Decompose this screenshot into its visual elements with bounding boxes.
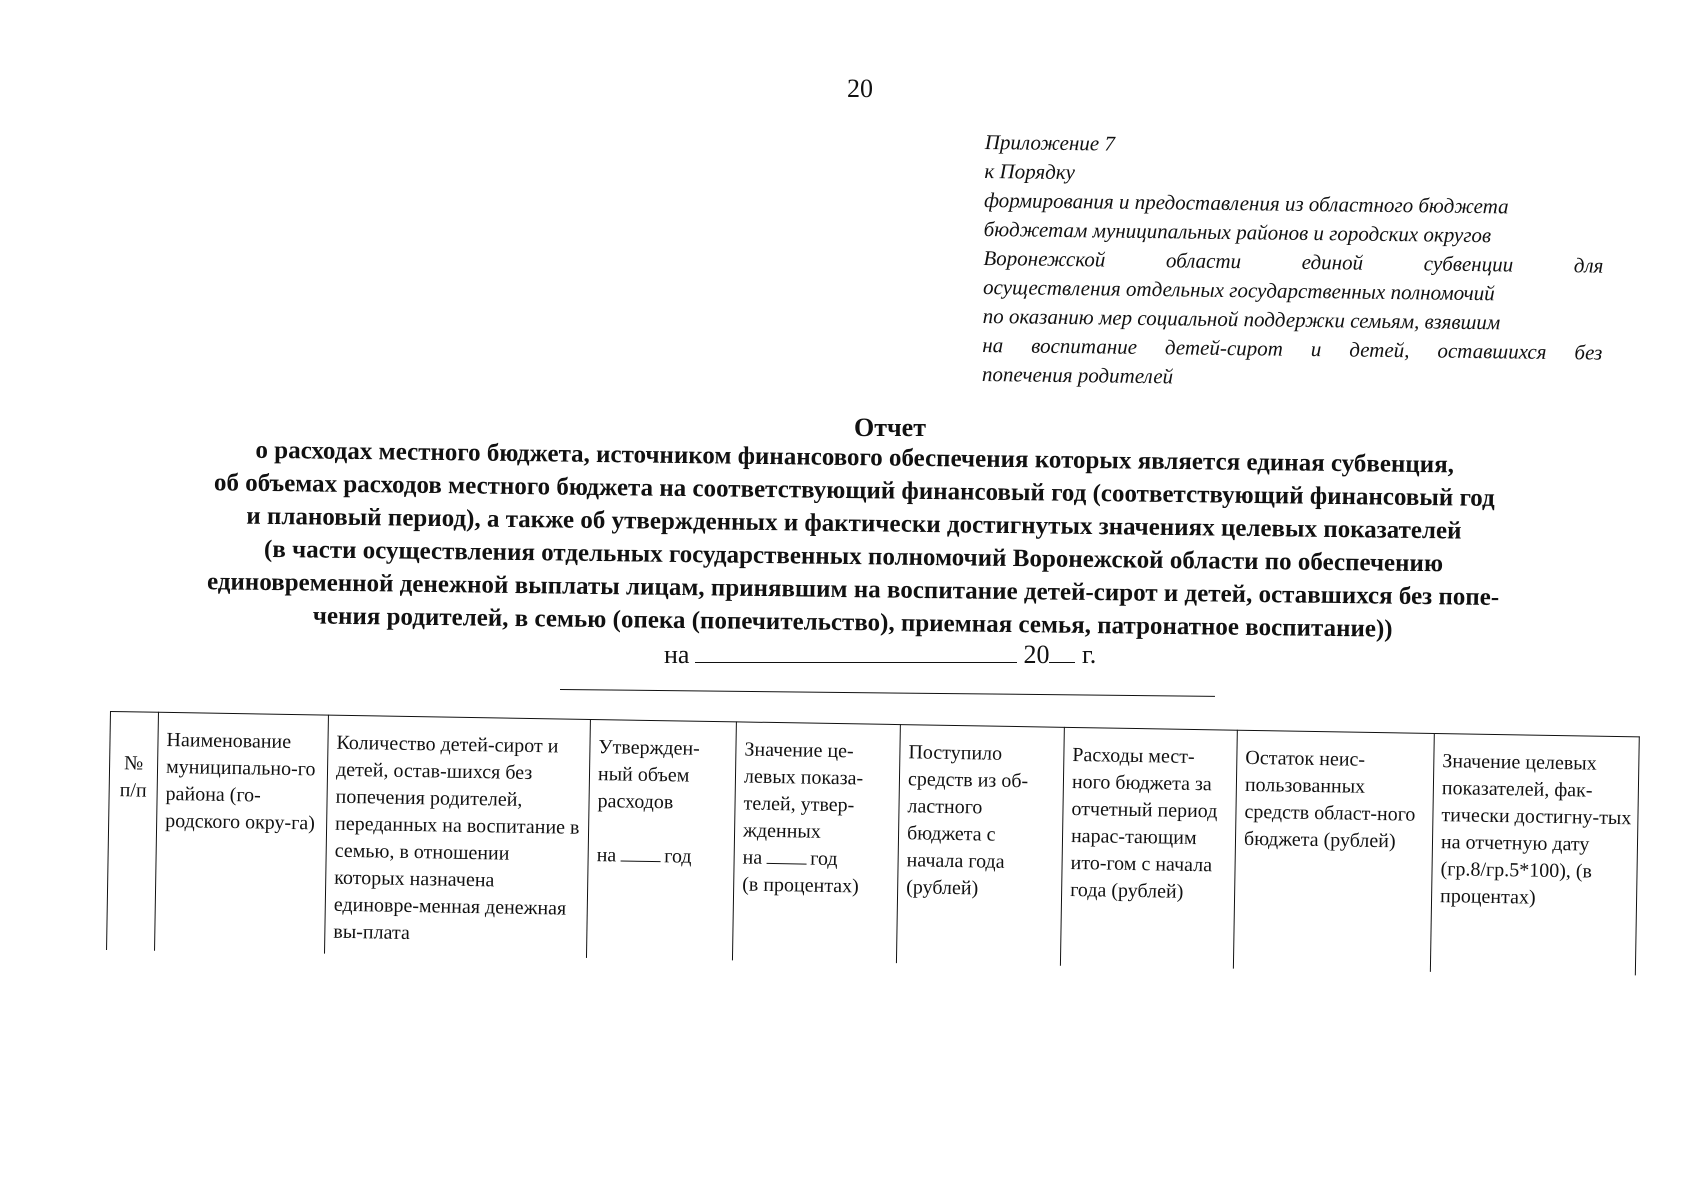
page-number: 20 <box>847 74 873 103</box>
appendix-line: осуществления отдельных государственных полномочий <box>982 274 1495 306</box>
appendix-line: формирования и предоставления из областного бюджета <box>983 187 1509 219</box>
report-title: Отчет <box>854 413 926 442</box>
appendix-line: бюджетам муниципальных районов и городских округов <box>983 216 1492 248</box>
year-blank <box>1049 640 1075 663</box>
year-prefix: 20 <box>1023 640 1050 669</box>
appendix-line: к Порядку <box>984 158 1076 185</box>
subtitle-line: чения родителей, в семью (опека (попечительство), приемная семья, патронатное воспитание)) <box>312 602 1393 643</box>
column-header-municipality: Наименование муниципально-го района (го-родского окру-га) <box>155 712 329 953</box>
column-header-actual-targets: Значение целевых показателей, фак-тически достигну-тых на отчетную дату (гр.8/гр.5*100), (в процентах) <box>1430 733 1639 975</box>
column-header-approved-targets: Значение це-левых показа-телей, утвер-жденных на год (в процентах) <box>732 722 900 963</box>
column-header-received-funds: Поступило средств из об-ластного бюджета с начала года (рублей) <box>896 725 1064 966</box>
date-blank <box>695 640 1017 663</box>
appendix-reference <box>982 128 1605 397</box>
table-header-row <box>107 712 1640 976</box>
date-prefix: на <box>664 640 690 669</box>
appendix-line: по оказанию мер социальной поддержки семьям, взявшим <box>982 303 1501 335</box>
subtitle-line: о расходах местного бюджета, источником финансового обеспечения которых является единая субвенция, <box>255 436 1455 479</box>
report-table <box>106 711 1640 975</box>
column-header-unused-balance: Остаток неис-пользованных средств област-ного бюджета (рублей) <box>1233 730 1434 972</box>
report-date-line <box>664 640 1096 670</box>
year-suffix: г. <box>1081 640 1097 669</box>
subtitle-line: и плановый период), а также об утвержденных и фактически достигнутых значениях целевых показателей <box>246 502 1462 545</box>
divider-line <box>560 689 1215 697</box>
appendix-line: на воспитание детей-сирот и детей, оставшихся без <box>982 332 1603 365</box>
subtitle-line: (в части осуществления отдельных государственных полномочий Воронежской области по обеспечению <box>263 535 1444 578</box>
subtitle-line: единовременной денежной выплаты лицам, принявшим на воспитание детей-сирот и детей, оставшихся без попе- <box>206 568 1500 611</box>
appendix-line: попечения родителей <box>981 361 1174 389</box>
column-header-local-expenses: Расходы мест-ного бюджета за отчетный период нарас-тающим ито-гом с начала года (рублей) <box>1060 727 1237 968</box>
subtitle-line: об объемах расходов местного бюджета на соответствующий финансовый год (соответствующий финансовый год <box>213 469 1495 512</box>
column-header-number: № п/п <box>107 712 159 951</box>
report-subtitle <box>108 432 1600 648</box>
column-header-approved-expenses: Утвержден-ный объем расходов на год <box>586 719 736 960</box>
appendix-line: Приложение 7 <box>984 129 1116 156</box>
column-header-children-count: Количество детей-сирот и детей, остав-шихся без попечения родителей, переданных на воспитание в семью, в отношении которых назначена единовре-менная денежная вы-плата <box>325 715 591 958</box>
report-table-wrap <box>106 711 1640 975</box>
appendix-line: Воронежской области единой субвенции для <box>983 245 1604 278</box>
